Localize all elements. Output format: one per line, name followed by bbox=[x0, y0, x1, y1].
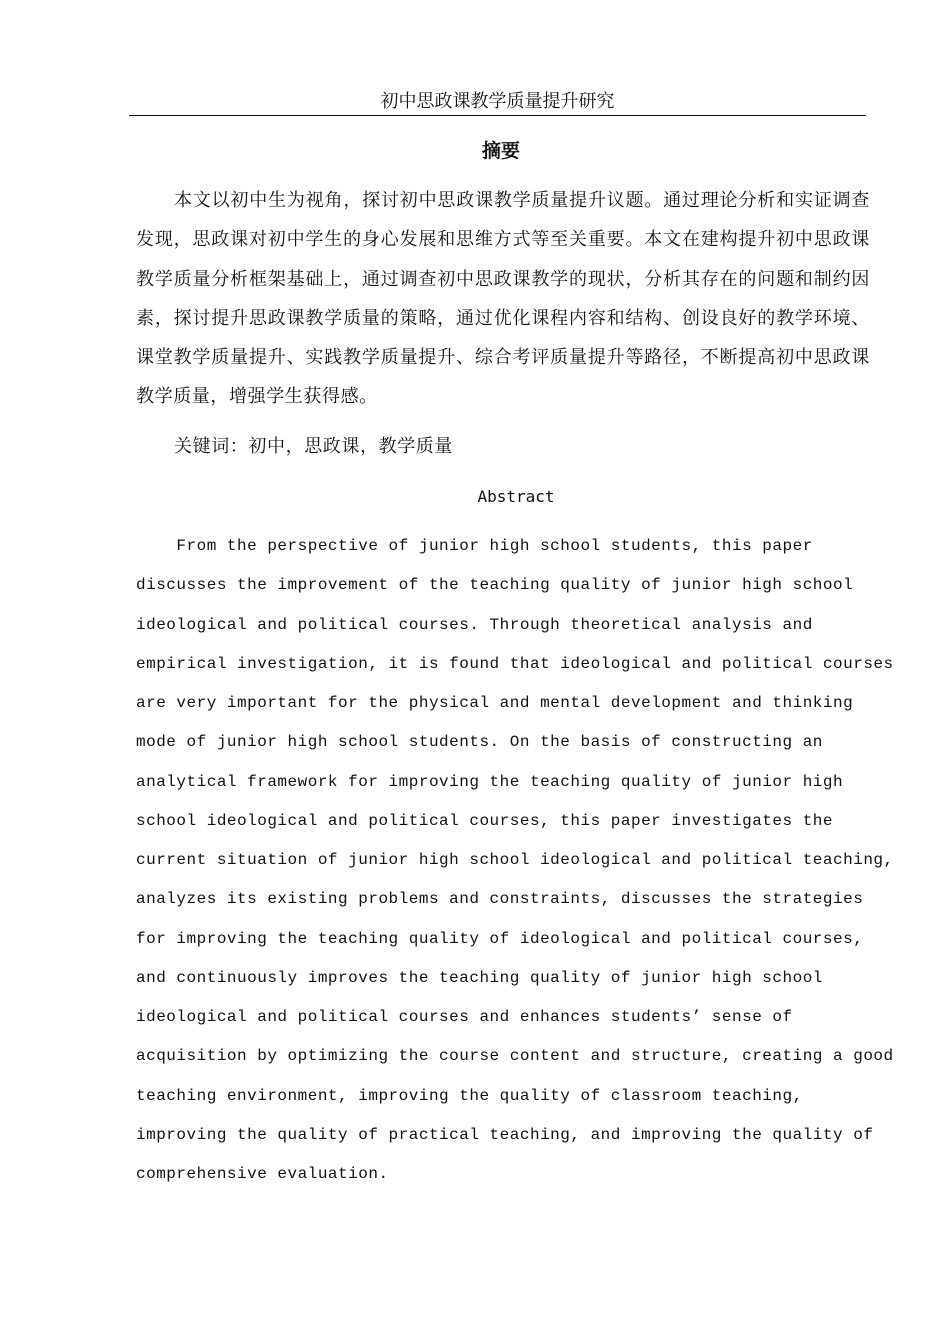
abstract-line: teaching environment, improving the quality of classroom teaching, bbox=[136, 1086, 803, 1105]
abstract-line: empirical investigation, it is found that ideological and political courses bbox=[136, 654, 894, 673]
keywords-line: 关键词：初中，思政课，教学质量 bbox=[174, 436, 453, 457]
abstract-line: mode of junior high school students. On the basis of constructing an bbox=[136, 733, 823, 752]
abstract-line: ideological and political courses. Through theoretical analysis and bbox=[136, 615, 813, 634]
abstract-line: are very important for the physical and mental development and thinking bbox=[136, 694, 854, 712]
abstract-line: ideological and political courses and enhances students’ sense of bbox=[136, 1008, 793, 1026]
abstract-line: analyzes its existing problems and constraints, discusses the strategies bbox=[136, 890, 864, 909]
chinese-abstract-body: 本文以初中生为视角，探讨初中思政课教学质量提升议题。通过理论分析和实证调查发现，思政课对初中学生的身心发展和思维方式等至关重要。本文在建构提升初中思政课教学质量分析框架基础上，通过调查初中思政课教学的现状，分析其存在的问题和制约因素，探讨提升思政课教学质量的策略，通过优化课程内容和结构、创设良好的教学环境、课堂教学质量提升、实践教学质量提升、综合考评质量提升等路径，不断提高初中思政课教学质量，增强学生获得感。 bbox=[136, 190, 870, 408]
abstract-line: and continuously improves the teaching quality of junior high school bbox=[136, 968, 823, 987]
chinese-abstract-heading: 摘要 bbox=[481, 140, 520, 162]
header-rule bbox=[129, 115, 866, 116]
abstract-line: analytical framework for improving the teaching quality of junior high bbox=[136, 772, 844, 791]
abstract-line: From the perspective of junior high school students, this paper bbox=[136, 537, 813, 555]
english-abstract-body bbox=[136, 527, 894, 1194]
abstract-line: current situation of junior high school ideological and political teaching, bbox=[136, 851, 894, 869]
abstract-line: improving the quality of practical teaching, and improving the quality of bbox=[136, 1125, 874, 1144]
abstract-line: acquisition by optimizing the course content and structure, creating a good bbox=[136, 1047, 894, 1066]
english-abstract-heading: Abstract bbox=[477, 487, 555, 506]
abstract-line: comprehensive evaluation. bbox=[136, 1165, 389, 1183]
abstract-line: school ideological and political courses, this paper investigates the bbox=[136, 811, 834, 830]
running-header: 初中思政课教学质量提升研究 bbox=[380, 91, 615, 112]
abstract-line: discusses the improvement of the teaching quality of junior high school bbox=[136, 576, 854, 595]
abstract-line: for improving the teaching quality of ideological and political courses, bbox=[136, 929, 864, 948]
